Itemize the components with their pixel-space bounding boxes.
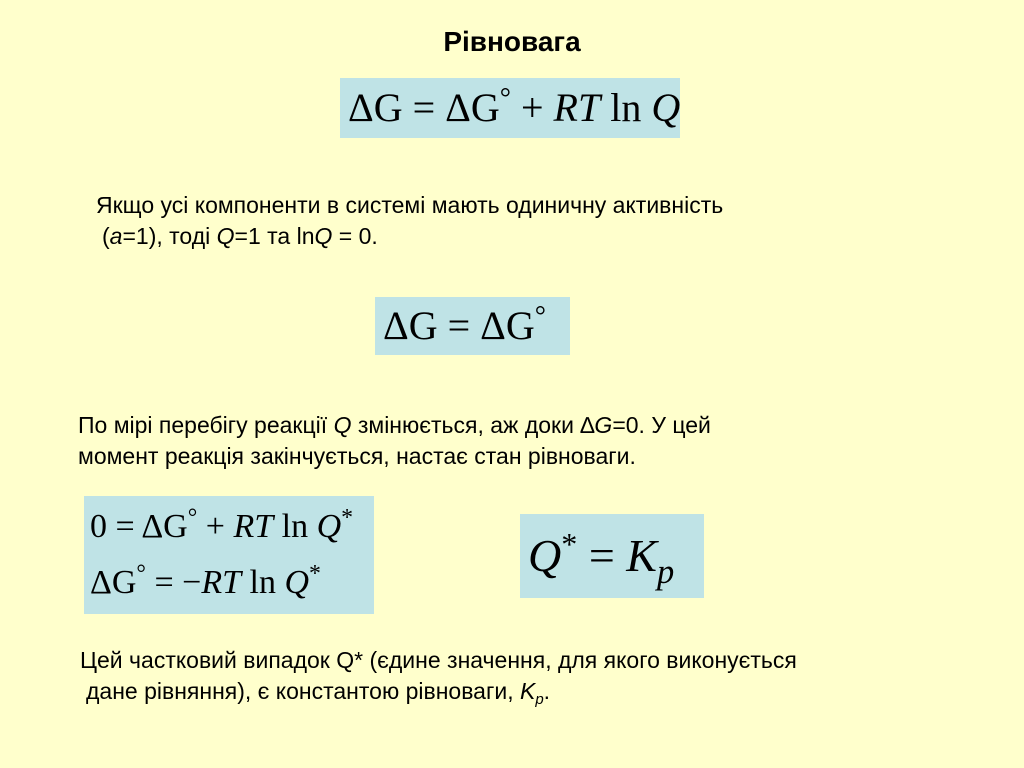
slide-title: Рівновага bbox=[443, 26, 581, 57]
paragraph-unit-activity bbox=[96, 190, 916, 252]
equilibrium-equation-2: ΔG° = −RT ln Q* bbox=[90, 561, 321, 601]
paragraph-line: По мірі перебігу реакції Q змінюється, аж доки ∆G=0. У цей bbox=[78, 412, 711, 438]
equilibrium-equation-1: 0 = ΔG° + RT ln Q* bbox=[90, 505, 354, 545]
paragraph-line: дане рівняння), є константою рівноваги, $K_p$. bbox=[86, 678, 551, 708]
gibbs-equation-box bbox=[340, 78, 680, 138]
paragraph-equilibrium-constant bbox=[80, 645, 980, 710]
paragraph-line: Якщо усі компоненти в системі мають одиничну активність bbox=[96, 192, 724, 218]
paragraph-line: (a=1), тоді Q=1 та lnQ = 0. bbox=[102, 223, 378, 249]
equilibrium-system-box bbox=[84, 496, 374, 614]
equilibrium-constant: $Q^* = K_p$ bbox=[528, 525, 675, 592]
paragraph-line: момент реакція закінчується, настає стан рівноваги. bbox=[78, 443, 636, 469]
paragraph-reaction-progress bbox=[78, 410, 938, 472]
gibbs-equation: ΔG = ΔG° + RT ln Q bbox=[348, 83, 681, 130]
equilibrium-constant-box bbox=[520, 514, 704, 598]
standard-equality-box bbox=[375, 297, 570, 355]
paragraph-line: Цей частковий випадок Q* (єдине значення, для якого виконується bbox=[80, 647, 797, 673]
standard-equality: ΔG = ΔG° bbox=[383, 301, 546, 348]
